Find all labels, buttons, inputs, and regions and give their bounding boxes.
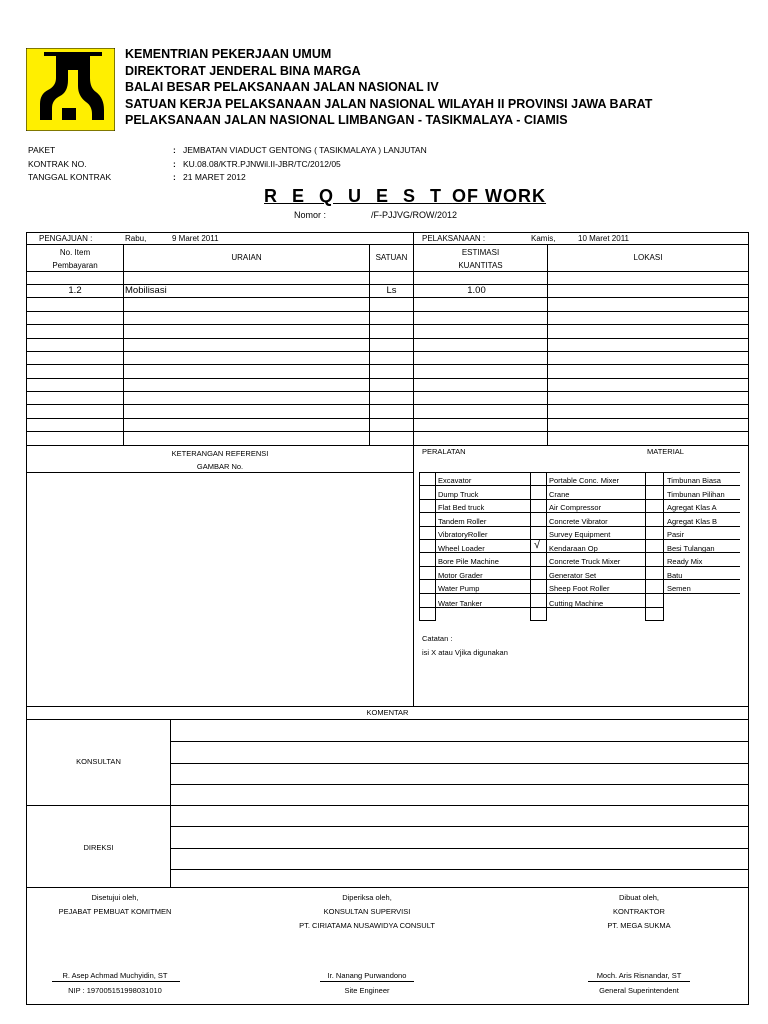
list-item: Cutting Machine [549,598,604,608]
kontrak-value: KU.08.08/KTR.PJNWil.II-JBR/TC/2012/05 [183,158,341,169]
direksi-label: DIREKSI [83,843,114,852]
colon: : [173,145,176,155]
material-label: MATERIAL [647,447,684,456]
equipment-list-2 [549,474,620,610]
list-item: Survey Equipment [549,530,611,539]
list-item: Ready Mix [667,557,703,566]
col-estimasi-line-2: KUANTITAS [458,261,503,270]
signature-mid [267,891,467,933]
list-item: Batu [667,570,683,580]
header-line-3: BALAI BESAR PELAKSANAAN JALAN NASIONAL IV [125,80,439,95]
sig-mid-line-2: KONSULTAN SUPERVISI [323,907,411,916]
col-item-line-1: No. Item [59,248,91,257]
sig-right-line-3: PT. MEGA SUKMA [607,921,671,930]
sig-left-nip: NIP : 197005151998031010 [68,986,162,995]
sig-left-name: R. Asep Achmad Muchyidin, ST [62,971,168,980]
nomor-label: Nomor : [294,210,327,220]
list-item: Besi Tulangan [667,543,715,553]
col-header-estimasi [414,246,547,272]
colon: : [173,172,176,182]
konsultan-label: KONSULTAN [76,757,121,766]
catatan-text: isi X atau Vjika digunakan [422,648,508,657]
kendaraan-check-icon[interactable]: √ [534,539,541,551]
keterangan-header [27,447,413,473]
list-item: Concrete Vibrator [549,516,608,526]
col-estimasi-line-1: ESTIMASI [461,248,500,257]
list-item: VibratoryRoller [438,530,488,539]
sig-left-line-2: PEJABAT PEMBUAT KOMITMEN [58,907,172,916]
list-item: Timbunan Biasa [667,476,721,485]
sig-right-name: Moch. Aris Risnandar, ST [596,971,682,980]
col-item-line-2: Pembayaran [52,261,98,270]
pengajuan-day: Rabu, [125,234,147,243]
list-item: Motor Grader [438,570,483,580]
colon: : [173,158,176,169]
list-item: Water Tanker [438,598,483,608]
sig-mid-line-3: PT. CIRIATAMA NUSAWIDYA CONSULT [299,921,435,930]
col-header-satuan: SATUAN [375,253,408,262]
paket-label: PAKET [28,145,56,155]
peralatan-label: PERALATAN [422,447,466,456]
list-item: Excavator [438,476,472,485]
pelaksanaan-label: PELAKSANAAN : [422,234,486,243]
header-line-2: DIREKTORAT JENDERAL BINA MARGA [125,63,361,78]
pengajuan-date: 9 Maret 2011 [172,234,219,243]
list-item: Crane [549,489,570,499]
sig-mid-name: Ir. Nanang Purwandono [327,971,407,980]
list-item: Wheel Loader [438,543,485,553]
paket-value: JEMBATAN VIADUCT GENTONG ( TASIKMALAYA ) LANJUTAN [183,145,427,155]
signature-right [544,891,734,933]
list-item: Concrete Truck Mixer [549,557,621,566]
list-item: Dump Truck [438,489,479,499]
list-item: Generator Set [549,570,597,580]
sig-right-role: General Superintendent [599,986,679,995]
tanggal-value: 21 MARET 2012 [183,172,246,182]
col-header-uraian: URAIAN [231,253,262,262]
list-item: Air Compressor [549,503,602,512]
list-item: Semen [667,584,691,593]
keterangan-line-2: GAMBAR No. [196,462,244,471]
list-item: Timbunan Pilihan [667,489,725,499]
title-part-1: R E Q U E S T [264,186,447,206]
sig-left-line-1: Disetujui oleh, [91,893,139,902]
tanggal-label: TANGGAL KONTRAK [28,172,112,182]
nomor-value: /F-PJJVG/ROW/2012 [371,210,458,220]
header-line-1: KEMENTRIAN PEKERJAAN UMUM [125,47,332,61]
sig-right-line-1: Dibuat oleh, [618,893,660,902]
sig-mid-line-1: Diperiksa oleh, [342,893,392,902]
sig-right-line-2: KONTRAKTOR [613,907,665,916]
col-header-item [27,246,123,272]
list-item: Tandem Roller [438,516,487,526]
list-item: Pasir [667,530,685,539]
list-item: Water Pump [438,584,480,593]
signature-left [20,891,210,919]
col-header-lokasi: LOKASI [633,253,663,262]
sig-mid-role: Site Engineer [344,986,390,995]
row1-uraian: Mobilisasi [125,285,167,296]
list-item: Kendaraan Op [549,543,598,553]
title-part-2: OF WORK [452,186,547,206]
pelaksanaan-day: Kamis, [531,234,556,243]
equipment-list-1 [438,474,499,610]
komentar-label: KOMENTAR [366,708,409,717]
catatan-label: Catatan : [422,634,453,643]
material-list [667,474,725,596]
pelaksanaan-date: 10 Maret 2011 [578,234,629,243]
keterangan-line-1: KETERANGAN REFERENSI [171,449,269,458]
list-item: Agregat Klas A [667,503,717,512]
kontrak-label: KONTRAK NO. [28,158,87,169]
list-item: Flat Bed truck [438,503,485,512]
list-item: Portable Conc. Mixer [549,476,620,485]
row1-item: 1.2 [68,285,82,296]
list-item: Bore Pile Machine [438,557,499,566]
header-line-5: PELAKSANAAN JALAN NASIONAL LIMBANGAN - TASIKMALAYA - CIAMIS [125,113,568,128]
list-item: Agregat Klas B [667,516,718,526]
pengajuan-label: PENGAJUAN : [39,234,93,243]
list-item: Sheep Foot Roller [549,584,610,593]
header-line-4: SATUAN KERJA PELAKSANAAN JALAN NASIONAL WILAYAH II PROVINSI JAWA BARAT [125,96,653,111]
row1-satuan: Ls [386,285,397,296]
row1-kuantitas: 1.00 [467,285,486,296]
